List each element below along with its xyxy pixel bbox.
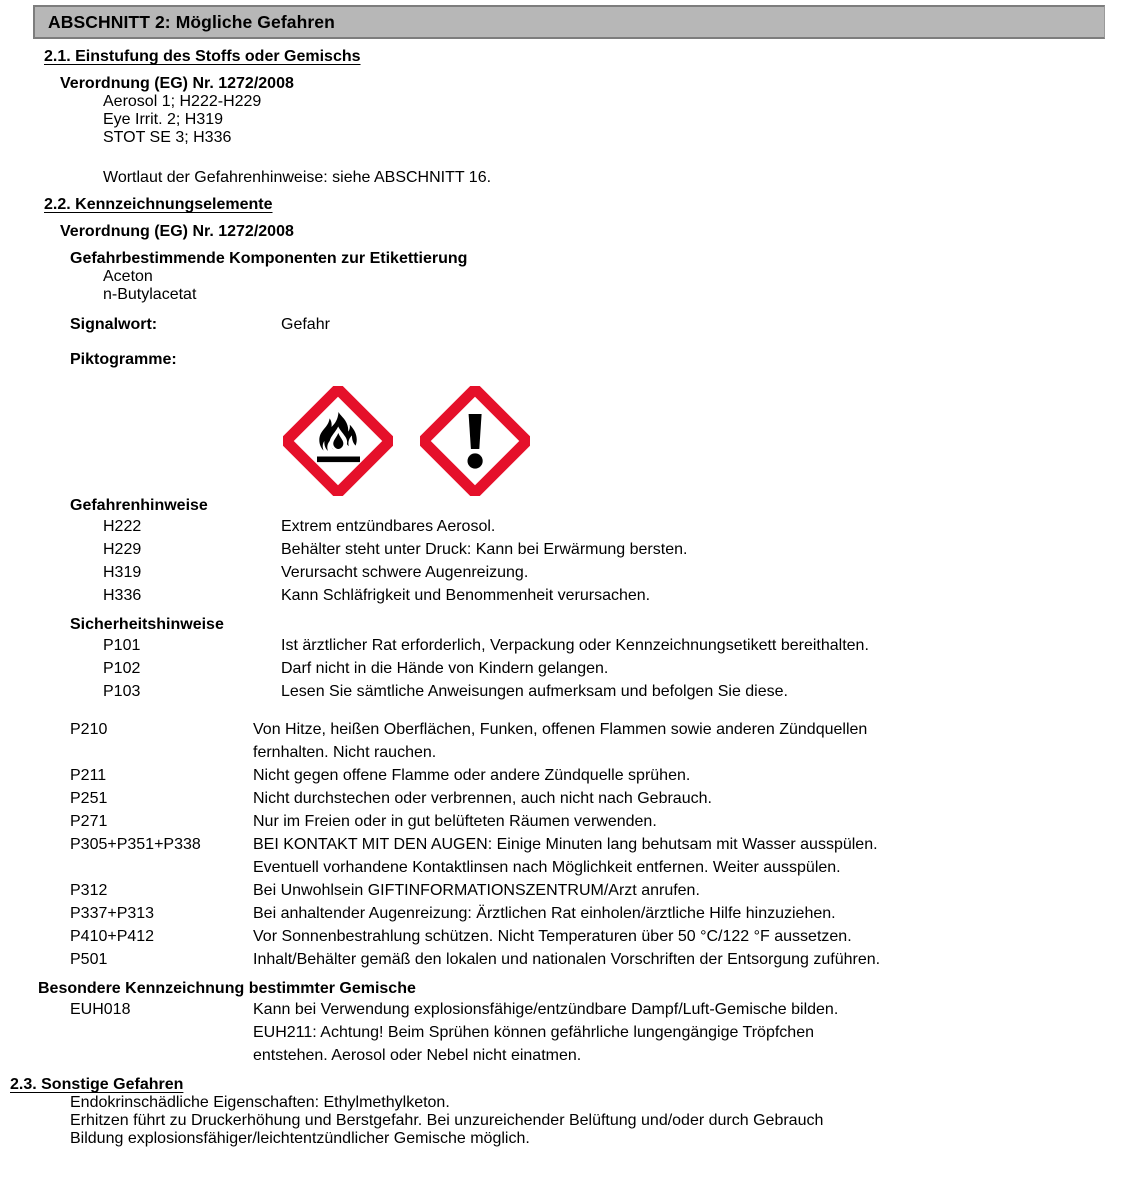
section-header-bar <box>33 5 1105 39</box>
other-hazards-line: Endokrinschädliche Eigenschaften: Ethylmethylketon. <box>70 1094 450 1111</box>
precautionary-code: P103 <box>103 683 141 700</box>
other-hazards-line: Erhitzen führt zu Druckerhöhung und Berstgefahr. Bei unzureichender Belüftung und/oder durch Gebrauch <box>70 1112 824 1129</box>
hazard-components-heading: Gefahrbestimmende Komponenten zur Etikettierung <box>70 250 468 267</box>
precautionary-text: Lesen Sie sämtliche Anweisungen aufmerksam und befolgen Sie diese. <box>281 683 788 700</box>
subsection-2-1-regulation: Verordnung (EG) Nr. 1272/2008 <box>60 75 294 92</box>
hazard-text: Behälter steht unter Druck: Kann bei Erwärmung bersten. <box>281 541 688 558</box>
signal-word-value: Gefahr <box>281 316 330 333</box>
precautionary-code: P410+P412 <box>70 928 155 945</box>
other-hazards-line: Bildung explosionsfähiger/leichtentzündlicher Gemische möglich. <box>70 1130 530 1147</box>
precautionary-code: P305+P351+P338 <box>70 836 201 853</box>
precautionary-statement-row <box>70 833 1137 879</box>
signal-word-label: Signalwort: <box>70 316 158 333</box>
precautionary-text: Nicht durchstechen oder verbrennen, auch nicht nach Gebrauch. <box>253 790 712 807</box>
precautionary-statement-row <box>70 764 1137 787</box>
precautionary-text: Inhalt/Behälter gemäß den lokalen und nationalen Vorschriften der Entsorgung zuführen. <box>253 951 881 968</box>
precautionary-statements-heading: Sicherheitshinweise <box>70 616 224 633</box>
hazard-statement-row <box>103 561 1137 584</box>
subsection-2-1-heading: 2.1. Einstufung des Stoffs oder Gemischs <box>44 48 361 65</box>
precautionary-code: P101 <box>103 637 141 654</box>
exclamation-mark-pictogram <box>420 386 530 496</box>
precautionary-code: P210 <box>70 721 108 738</box>
precautionary-text: Bei anhaltender Augenreizung: Ärztlichen Rat einholen/ärztliche Hilfe hinzuziehen. <box>253 905 836 922</box>
page-title: ABSCHNITT 2: Mögliche Gefahren <box>48 11 335 32</box>
precautionary-text: BEI KONTAKT MIT DEN AUGEN: Einige Minuten lang behutsam mit Wasser ausspülen. Eventuell vorhandene Kontaktlinsen nach Möglichkeit entfernen. Weiter ausspülen. <box>253 836 878 876</box>
special-labelling-row <box>70 998 1137 1067</box>
precautionary-statement-row <box>103 657 1137 680</box>
precautionary-code: P271 <box>70 813 108 830</box>
hazard-statement-row <box>103 538 1137 561</box>
precautionary-text: Darf nicht in die Hände von Kindern gelangen. <box>281 660 609 677</box>
precautionary-code: P312 <box>70 882 108 899</box>
precautionary-code: P102 <box>103 660 141 677</box>
precautionary-text: Nicht gegen offene Flamme oder andere Zündquelle sprühen. <box>253 767 691 784</box>
precautionary-statement-row <box>70 787 1137 810</box>
hazard-statement-row <box>103 584 1137 607</box>
classification-entry: STOT SE 3; H336 <box>103 129 232 146</box>
hazard-statement-wording-note: Wortlaut der Gefahrenhinweise: siehe ABSCHNITT 16. <box>103 169 492 186</box>
euh-text: Kann bei Verwendung explosionsfähige/entzündbare Dampf/Luft-Gemische bilden. EUH211: Achtung! Beim Sprühen können gefährliche lungengängige Tröpfchen entstehen. Aerosol oder Nebel nicht einatmen. <box>253 1001 839 1064</box>
hazard-text: Verursacht schwere Augenreizung. <box>281 564 529 581</box>
precautionary-text: Nur im Freien oder in gut belüfteten Räumen verwenden. <box>253 813 657 830</box>
pictograms-label: Piktogramme: <box>70 351 177 368</box>
hazard-text: Extrem entzündbares Aerosol. <box>281 518 496 535</box>
ghs-pictogram-group <box>283 386 530 496</box>
precautionary-statement-row <box>103 680 1137 703</box>
euh-code: EUH018 <box>70 1001 131 1018</box>
flame-pictogram <box>283 386 393 496</box>
precautionary-statement-row <box>103 634 1137 657</box>
precautionary-statement-row <box>70 902 1137 925</box>
hazard-code: H229 <box>103 541 142 558</box>
hazard-code: H319 <box>103 564 142 581</box>
precautionary-text: Vor Sonnenbestrahlung schützen. Nicht Temperaturen über 50 °C/122 °F aussetzen. <box>253 928 852 945</box>
precautionary-statement-row <box>70 810 1137 833</box>
classification-entry: Eye Irrit. 2; H319 <box>103 111 224 128</box>
document-body <box>0 48 1137 1148</box>
signal-word-row <box>70 313 1137 336</box>
precautionary-statement-row <box>70 879 1137 902</box>
hazard-code: H222 <box>103 518 142 535</box>
hazard-component: n-Butylacetat <box>103 286 197 303</box>
classification-entry: Aerosol 1; H222-H229 <box>103 93 262 110</box>
precautionary-code: P211 <box>70 767 107 784</box>
precautionary-statement-row <box>70 718 1137 764</box>
precautionary-code: P251 <box>70 790 108 807</box>
subsection-2-3-heading: 2.3. Sonstige Gefahren <box>10 1076 184 1093</box>
hazard-code: H336 <box>103 587 142 604</box>
hazard-component: Aceton <box>103 268 153 285</box>
precautionary-code: P337+P313 <box>70 905 155 922</box>
precautionary-code: P501 <box>70 951 108 968</box>
precautionary-text: Bei Unwohlsein GIFTINFORMATIONSZENTRUM/Arzt anrufen. <box>253 882 700 899</box>
special-labelling-heading: Besondere Kennzeichnung bestimmter Gemische <box>38 980 416 997</box>
precautionary-statement-row <box>70 948 1137 971</box>
precautionary-statement-row <box>70 925 1137 948</box>
subsection-2-2-regulation: Verordnung (EG) Nr. 1272/2008 <box>60 223 294 240</box>
precautionary-text: Von Hitze, heißen Oberflächen, Funken, offenen Flammen sowie anderen Zündquellen fernhalten. Nicht rauchen. <box>253 721 868 761</box>
precautionary-text: Ist ärztlicher Rat erforderlich, Verpackung oder Kennzeichnungsetikett bereithalten. <box>281 637 869 654</box>
hazard-text: Kann Schläfrigkeit und Benommenheit verursachen. <box>281 587 651 604</box>
subsection-2-2-heading: 2.2. Kennzeichnungselemente <box>44 196 273 213</box>
hazard-statements-heading: Gefahrenhinweise <box>70 497 208 514</box>
hazard-statement-row <box>103 515 1137 538</box>
